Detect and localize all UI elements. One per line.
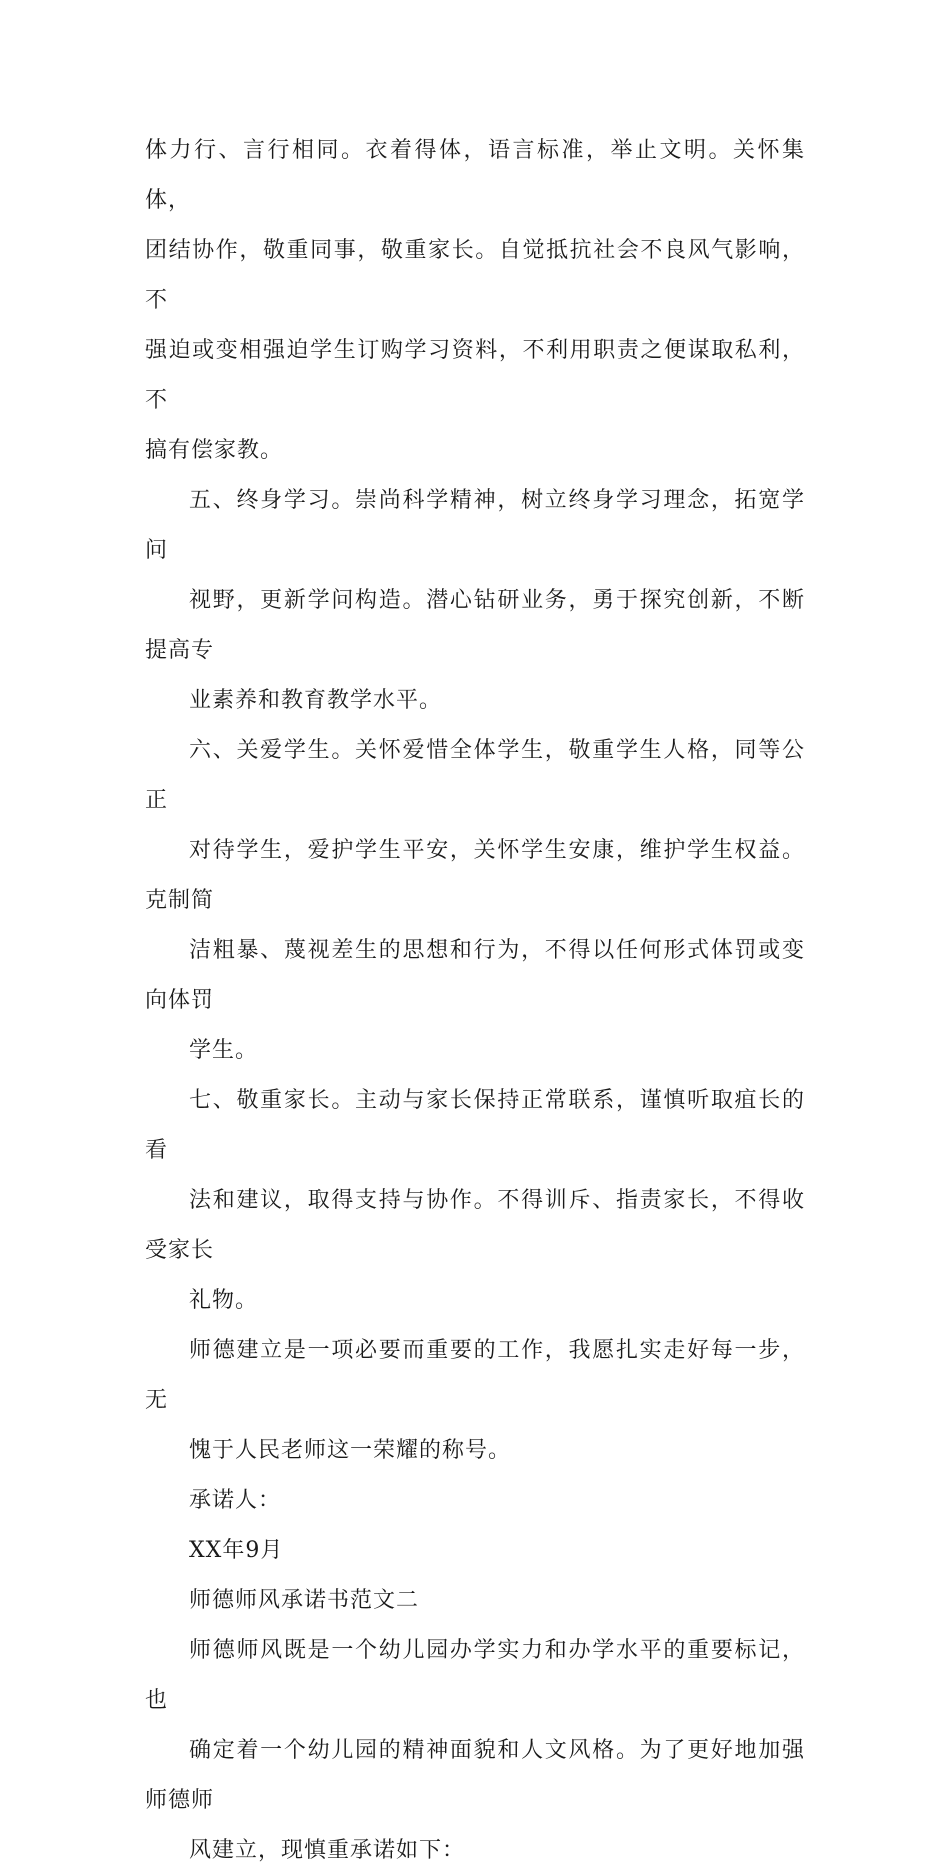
paragraph-conduct [145, 126, 805, 476]
text-line: 师德师风既是一个幼儿园办学实力和办学水平的重要标记，也 [145, 1638, 805, 1713]
text-line: 视野，更新学问构造。潜心钻研业务，勇于探究创新，不断提高专 [145, 588, 805, 663]
text-line: 师德师风承诺书范文二 [189, 1588, 420, 1613]
document-page [145, 126, 805, 1876]
text-line: 确定着一个幼儿园的精神面貌和人文风格。为了更好地加强师德师 [145, 1738, 805, 1813]
text-line: 承诺人： [189, 1488, 282, 1513]
text-line: 风建立，现慎重承诺如下： [189, 1838, 466, 1863]
paragraph-conclusion [145, 1326, 805, 1476]
paragraph-respect-parents [145, 1076, 805, 1326]
text-line: 学生。 [189, 1038, 259, 1063]
paragraph-lifelong-learning [145, 476, 805, 726]
paragraph-care-students [145, 726, 805, 1076]
text-line: 五、终身学习。崇尚科学精神，树立终身学习理念，拓宽学问 [145, 488, 805, 563]
text-line: 愧于人民老师这一荣耀的称号。 [189, 1438, 512, 1463]
paragraph-intro-two [145, 1626, 805, 1876]
text-line: XX年9月 [189, 1538, 284, 1563]
text-line: 搞有偿家教。 [145, 438, 284, 463]
text-line: 强迫或变相强迫学生订购学习资料，不利用职责之便谋取私利，不 [145, 338, 805, 413]
text-line: 礼物。 [189, 1288, 259, 1313]
text-line: 体力行、言行相同。衣着得体，语言标准，举止文明。关怀集体， [145, 138, 805, 213]
text-line: 七、敬重家长。主动与家长保持正常联系，谨慎听取疽长的看 [145, 1088, 805, 1163]
text-line: 法和建议，取得支持与协作。不得训斥、指责家长，不得收受家长 [145, 1188, 805, 1263]
text-line: 师德建立是一项必要而重要的工作，我愿扎实走好每一步，无 [145, 1338, 805, 1413]
text-line: 洁粗暴、蔑视差生的思想和行为，不得以任何形式体罚或变向体罚 [145, 938, 805, 1013]
text-line: 六、关爱学生。关怀爱惜全体学生，敬重学生人格，同等公正 [145, 738, 805, 813]
text-line: 对待学生，爱护学生平安，关怀学生安康，维护学生权益。克制简 [145, 838, 805, 913]
signature-label [145, 1476, 805, 1526]
date-line [145, 1526, 805, 1576]
text-line: 业素养和教育教学水平。 [189, 688, 443, 713]
section-title [145, 1576, 805, 1626]
text-line: 团结协作，敬重同事，敬重家长。自觉抵抗社会不良风气影响，不 [145, 238, 805, 313]
